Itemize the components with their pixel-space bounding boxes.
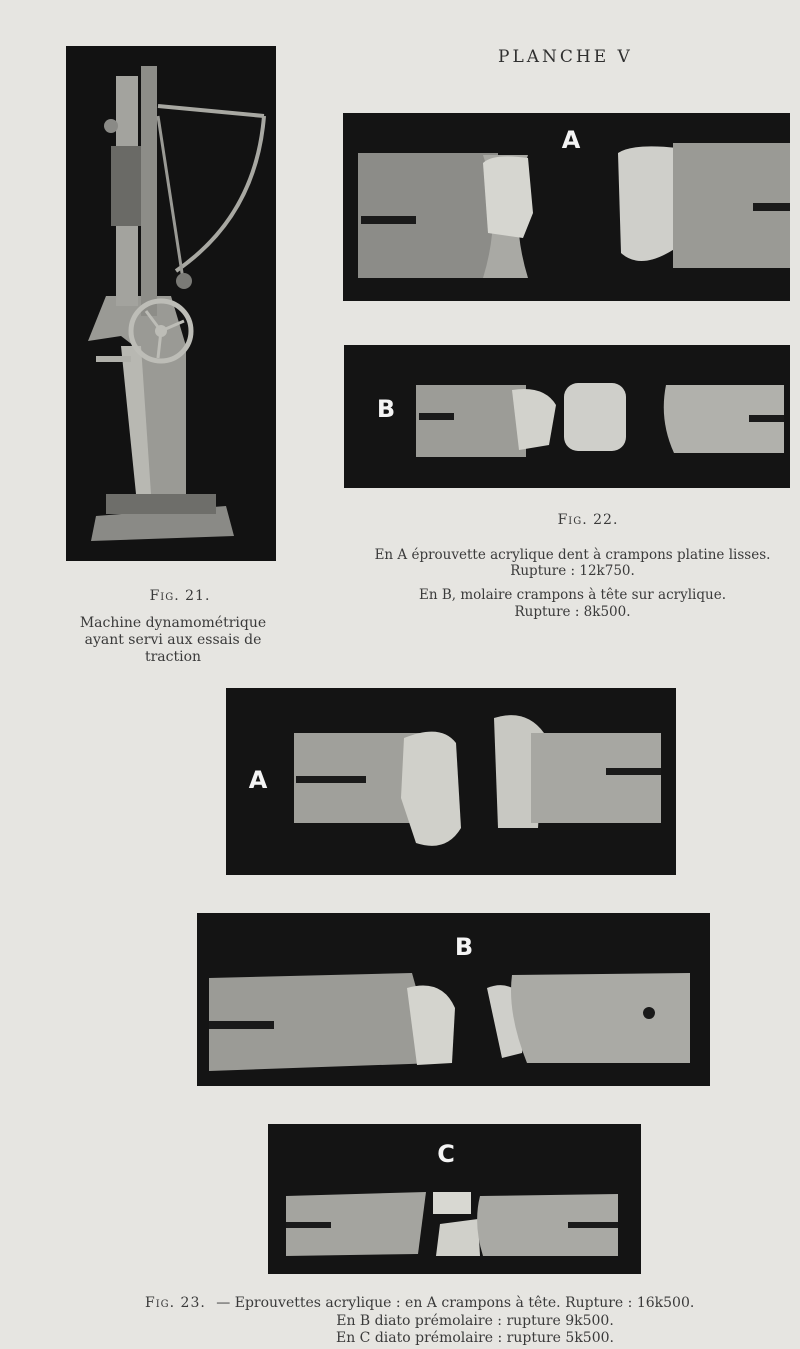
fig22-a-letter: A bbox=[561, 126, 581, 154]
fig21-photo bbox=[66, 46, 276, 561]
fig22-caption bbox=[350, 547, 795, 620]
fig23-panel-b bbox=[197, 913, 710, 1086]
fig23-a-letter: A bbox=[248, 766, 268, 794]
plate-title: PLANCHE V bbox=[498, 47, 633, 67]
fig23-caption-line: En B diato prémolaire : rupture 9k500. bbox=[336, 1312, 614, 1329]
fig23-caption-line: — Eprouvettes acrylique : en A crampons à tête. Rupture : 16k500. bbox=[216, 1295, 695, 1311]
fig23-c-letter: C bbox=[437, 1140, 455, 1168]
dynamometer-machine-image bbox=[66, 46, 276, 561]
fig23-caption-line: En C diato prémolaire : rupture 5k500. bbox=[336, 1330, 614, 1346]
fig22-b-letter: B bbox=[376, 395, 396, 423]
fig21-label: Fig. 21. bbox=[149, 588, 211, 604]
fig23-b-letter: B bbox=[454, 933, 474, 961]
fig21-caption bbox=[62, 615, 284, 665]
fig22-panel-b bbox=[344, 345, 790, 488]
fig22-caption-line: En A éprouvette acrylique dent à crampons platine lisses. bbox=[374, 547, 771, 563]
fig22-caption-line: Rupture : 12k750. bbox=[510, 563, 635, 580]
fig23-label: Fig. 23. bbox=[145, 1295, 206, 1311]
fig21-caption-line: Machine dynamométrique bbox=[79, 615, 267, 631]
fig22-caption-line: Rupture : 8k500. bbox=[514, 603, 631, 620]
fig23-panel-a bbox=[226, 688, 676, 875]
fig23-caption bbox=[145, 1295, 785, 1348]
fig23-panel-c bbox=[268, 1124, 641, 1274]
fig22-panel-a bbox=[343, 113, 790, 301]
fig21-caption-line: traction bbox=[144, 648, 202, 665]
fig22-label: Fig. 22. bbox=[557, 512, 619, 528]
fig21-caption-line: ayant servi aux essais de bbox=[84, 631, 262, 648]
fig22-caption-line: En B, molaire crampons à tête sur acrylique. bbox=[418, 587, 726, 604]
